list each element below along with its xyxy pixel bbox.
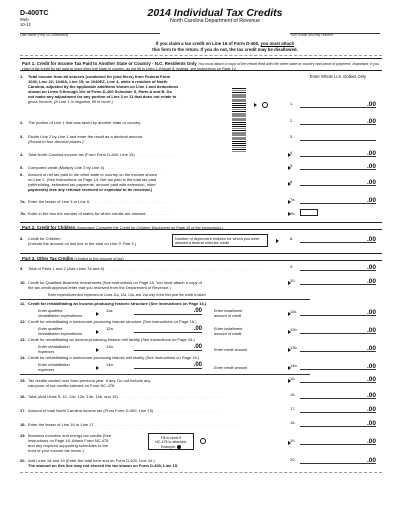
line9-text: 9. Total of Parts 1 and 2 (Add Lines 7a and 8) . . . . . . . . . . . . . . . . . . . . . . . . . . . . . . . . . . . . . . . . . . . . . . . . . — [20, 266, 262, 271]
line15-text: 15. Tax credits carried over from previous year. If any. Do not include any carryover of tax credits claimed on Form NC-478. — [20, 378, 151, 389]
line18-text: 18. Enter the lesser of Line 16 or Line 17 . . . . . . . . . . . . . . . . . . . . . . . . . . . . . . . . . . . . . . . . . . . . . — [20, 422, 239, 427]
line7b-states-box[interactable] — [300, 209, 318, 216]
line7b-text: 7b. Enter in the box the number of states for which credits are claimed. . . . . . . . . — [20, 211, 172, 216]
line2-text: 2. The portion of Line 1 that was taxed by another state or country. — [20, 120, 142, 125]
divider — [20, 299, 310, 300]
whole-dollars-label: Enter Whole U.S. Dollars Only — [309, 74, 367, 79]
line18-amount[interactable]: 18. .00 — [290, 419, 376, 427]
line19-amount[interactable]: 19. .00 — [290, 437, 376, 445]
line4-amount[interactable]: 4. .00 — [290, 149, 376, 157]
attach-notice: If you claim a tax credit on Line 16 of Form D-400, you must attach this form to the return. If you do not, the tax credit may be disallowed. — [152, 41, 298, 52]
line13b-amount[interactable]: 13b. .00 — [290, 344, 376, 352]
line19-text: 19. Business incentive and energy tax credits (See instructions on Page 16. Attach Form NC-478 and any required supporting schedules to the front of your income tax return.) — [20, 433, 112, 453]
line12a-label: Enter qualified rehabilitation expenditures — [38, 327, 83, 336]
line13a-amount[interactable]: 13a. .00 — [106, 344, 202, 351]
line8-amount[interactable]: 8. .00 — [290, 235, 376, 243]
ssn-label: Your Social Security Number — [290, 33, 334, 37]
line6-text: 6. Amount of net tax paid to the other state or country on the income shown on Line 2. (See instructions on Page 14. Net tax paid is the total tax paid (withholding, estimated tax payments, amount paid with extension, other payments) less any refunds received or expected to be received.) — [20, 172, 157, 192]
line17-amount[interactable]: 17. .00 — [290, 405, 376, 413]
arrow-icon — [96, 312, 99, 316]
line13-text: 13. Credit for rehabilitating an income-producing historic mill facility (See instructions on Page 16.) — [20, 337, 195, 342]
line8-text: 8. Credit for Children (Include the amount on this line in the total on Line 9, Part 3.) — [20, 236, 137, 247]
line1-amount[interactable]: 1. .00 — [290, 100, 376, 108]
line12b-amount[interactable]: 12b. .00 — [290, 326, 376, 334]
line16-amount[interactable]: 16. .00 — [290, 391, 376, 399]
line4-text: 4. Total North Carolina income tax (From Form D-400, Line 15) . . . . . . . . . . . . — [20, 152, 173, 157]
line15-amount[interactable]: 15. .00 — [290, 375, 376, 383]
line13b-label: Enter credit amount — [214, 348, 248, 352]
part1-header: Part 1. Credit for Income Tax Paid to Another State or Country - N.C. Residents Only You must attach a copy of the return filed with the other state or country and proof of payment. Important: If you claim a tax credit for tax paid to more than one state or country, do not fill in Lines 1 through 6; instead, see instructions on Page 14. — [20, 58, 382, 71]
arrow-icon — [96, 366, 99, 370]
line14b-label: Enter credit amount — [214, 366, 248, 370]
nc478-attached-circle[interactable] — [200, 438, 206, 444]
form-revision: 10-14 — [20, 22, 31, 27]
line7a-amount[interactable]: 7a. .00 — [290, 196, 376, 204]
line9-amount[interactable]: 9. .00 — [290, 263, 376, 271]
expenditure-instruction: Enter expenditures and expenses on Lines 11a, 12a, 13a, and 14a only in the first year the credit is taken — [48, 293, 206, 297]
line12a-amount[interactable]: 12a. .00 — [106, 326, 202, 333]
line13a-label: Enter rehabilitation expenses — [38, 345, 70, 354]
line10-amount[interactable]: 10. .00 — [290, 277, 376, 285]
line14-text: 14. Credit for rehabilitating a nonincome-producing historic mill facility (See instructions on Page 16.) — [20, 355, 200, 360]
line3-decimal[interactable]: 3. — [300, 134, 376, 141]
divider — [20, 374, 310, 375]
line20-text: 20. Add Lines 18 and 19 (Enter the total here and on Form D-400, Line 16.) The amount on this line may not exceed the tax shown on Form D-400, Line 15. — [20, 458, 179, 469]
line16-text: 16. Total (Add Lines 9, 10, 11b, 12b, 13b, 14b, and 15) . . . . . . . . . . . . . . . . . . . . . . . . . . . . . . . . — [20, 394, 221, 399]
line3-text: 3. Divide Line 2 by Line 1 and enter the result as a decimal amount. (Round to four decimal places.) — [20, 134, 144, 145]
line11a-amount[interactable]: 11a. .00 — [106, 308, 202, 315]
line12-text: 12. Credit for rehabilitating a nonincome-producing historic structure (See instructions on Page 16.) — [20, 319, 197, 324]
negative-circle-line1[interactable] — [262, 102, 268, 108]
line14a-amount[interactable]: 14a. .00 — [106, 362, 202, 369]
part2-header: Part 2. Credit for Children (Important: Complete the Credit for Children Worksheet on Page 15 of the instructions.) — [20, 222, 382, 230]
line11a-label: Enter qualified rehabilitation expenditures — [38, 309, 83, 318]
line7a-text: 7a. Enter the lesser of Line 5 or Line 6. . . . . . . . . . . . . . . . . . . . . . . . . — [20, 199, 168, 204]
line17-text: 17. Amount of total North Carolina income tax (From Form D-400, Line 15) . . . . . . . . . . . . . . . . . . . . — [20, 408, 218, 413]
part3-header: Part 3. Other Tax Credits (Limited to the amount of tax) — [20, 253, 382, 261]
nc478-fill-box: Fill in circle if NC-478 is attached. Example: — [148, 433, 194, 450]
line1-text: 1. Total income from all sources (combined for joint filers) from Federal Form 1040, Line 22; 1040A, Line 15; or 1040EZ, Line 4, while a resident of North Carolina, adjusted by the applicable additions shown on Line 1 and deductions shown on Lines 5 through 10e of Form D-400 Schedule S, Parts A and B. Do not make any adjustment for any portion of Line 3 or 11 that does not relate to gross income. (If Line 1 is negative, fill in circle.) — [20, 74, 179, 104]
dependents-box[interactable]: Number of dependent children for whom you were allowed a federal child tax credit — [172, 234, 268, 247]
arrow-icon — [254, 103, 257, 107]
line14b-amount[interactable]: 14b. .00 — [290, 362, 376, 370]
arrow-icon — [96, 348, 99, 352]
filled-circle-example-icon — [177, 445, 181, 449]
line20-amount[interactable]: 20. .00 — [290, 456, 376, 464]
agency-name: North Carolina Department of Revenue — [170, 18, 260, 24]
line11b-label: Enter installment amount of credit — [214, 309, 243, 318]
line6-amount[interactable]: 6. .00 — [290, 178, 376, 186]
arrow-icon — [276, 239, 279, 243]
line11b-amount[interactable]: 11b. .00 — [290, 308, 376, 316]
line5-amount[interactable]: 5. .00 — [290, 162, 376, 170]
form-id: D-400TC — [20, 10, 49, 17]
line7b-tag: 7b. — [290, 211, 296, 216]
arrow-icon — [96, 330, 99, 334]
entry-grid-line — [20, 472, 382, 473]
barcode — [232, 88, 246, 152]
line2-amount[interactable]: 2. .00 — [290, 117, 376, 125]
line10-text: 10. Credit for Qualified Business Investments (See instructions on Page 15. You must attach a copy of the tax credit approval letter that you received from the Department of Revenue.) — [20, 280, 202, 291]
last-name-label: Last Name (First 10 Characters) — [20, 33, 69, 37]
line14a-label: Enter rehabilitation expenses — [38, 363, 70, 372]
page-title: 2014 Individual Tax Credits — [147, 7, 283, 19]
entry-grid-line — [20, 55, 382, 56]
line12b-label: Enter installment amount of credit — [214, 327, 243, 336]
form-web-label: Web — [20, 17, 29, 22]
line5-text: 5. Computed credit (Multiply Line 3 by Line 4) . . . . . . . . . . . . . . . . . . — [20, 165, 162, 170]
line11-text: 11. Credit for rehabilitating an income-producing historic structure (See instructions on Page 16.) — [20, 301, 207, 306]
